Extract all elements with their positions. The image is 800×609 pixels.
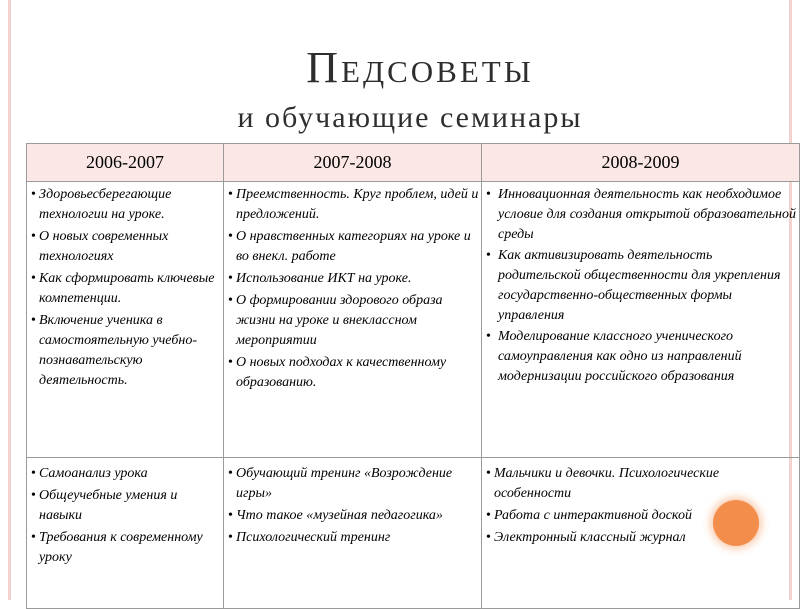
list-item: • Требования к современному уроку bbox=[31, 528, 221, 568]
list-item: • Инновационная деятельность как необходимое условие для создания открытой образовательной среды bbox=[486, 185, 797, 245]
laser-pointer-highlight bbox=[713, 500, 759, 546]
cell-r1-c2 bbox=[224, 182, 482, 458]
list-item: • Общеучебные умения и навыки bbox=[31, 486, 221, 526]
header-2007-2008: 2007-2008 bbox=[224, 144, 482, 182]
seminars-table bbox=[26, 143, 800, 609]
table-row-councils bbox=[27, 182, 800, 458]
list-item: • О нравственных категориях на уроке и во внекл. работе bbox=[228, 227, 479, 267]
cell-r2-c2 bbox=[224, 458, 482, 609]
list-item: • Как сформировать ключевые компетенции. bbox=[31, 269, 221, 309]
cell-r1-c1 bbox=[27, 182, 224, 458]
list-item: • Моделирование классного ученического самоуправления как одно из направлений модернизации российского образования bbox=[486, 327, 797, 387]
list-item: • Самоанализ урока bbox=[31, 464, 221, 484]
list-item: • Что такое «музейная педагогика» bbox=[228, 506, 479, 526]
header-2008-2009: 2008-2009 bbox=[482, 144, 800, 182]
list-item: • Электронный классный журнал bbox=[486, 528, 797, 548]
topic-list bbox=[228, 185, 479, 393]
table-row-seminars bbox=[27, 458, 800, 609]
header-2006-2007: 2006-2007 bbox=[27, 144, 224, 182]
topic-list bbox=[31, 185, 221, 391]
list-item: • Психологический тренинг bbox=[228, 528, 479, 548]
list-item: • Мальчики и девочки. Психологические особенности bbox=[486, 464, 797, 504]
cell-r1-c3 bbox=[482, 182, 800, 458]
topic-list bbox=[486, 185, 797, 387]
list-item: • Как активизировать деятельность родительской общественности для укрепления государственно-общественных формы управления bbox=[486, 246, 797, 326]
list-item: • О новых подходах к качественному образованию. bbox=[228, 353, 479, 393]
list-item: • Здоровьесберегающие технологии на уроке. bbox=[31, 185, 221, 225]
list-item: • Обучающий тренинг «Возрождение игры» bbox=[228, 464, 479, 504]
slide-title bbox=[0, 40, 800, 136]
list-item: • Работа с интерактивной доской bbox=[486, 506, 797, 526]
list-item: • Использование ИКТ на уроке. bbox=[228, 269, 479, 289]
topic-list bbox=[228, 464, 479, 548]
title-line-2: и обучающие семинары bbox=[237, 101, 583, 134]
list-item: • Преемственность. Круг проблем, идей и предложений. bbox=[228, 185, 479, 225]
list-item: • О формировании здорового образа жизни на уроке и внеклассном мероприятии bbox=[228, 291, 479, 351]
title-line-1: Педсоветы bbox=[306, 43, 534, 92]
list-item: • Включение ученика в самостоятельную учебно-познавательскую деятельность. bbox=[31, 311, 221, 391]
topic-list bbox=[31, 464, 221, 568]
table-header-row bbox=[27, 144, 800, 182]
list-item: • О новых современных технологиях bbox=[31, 227, 221, 267]
cell-r2-c1 bbox=[27, 458, 224, 609]
